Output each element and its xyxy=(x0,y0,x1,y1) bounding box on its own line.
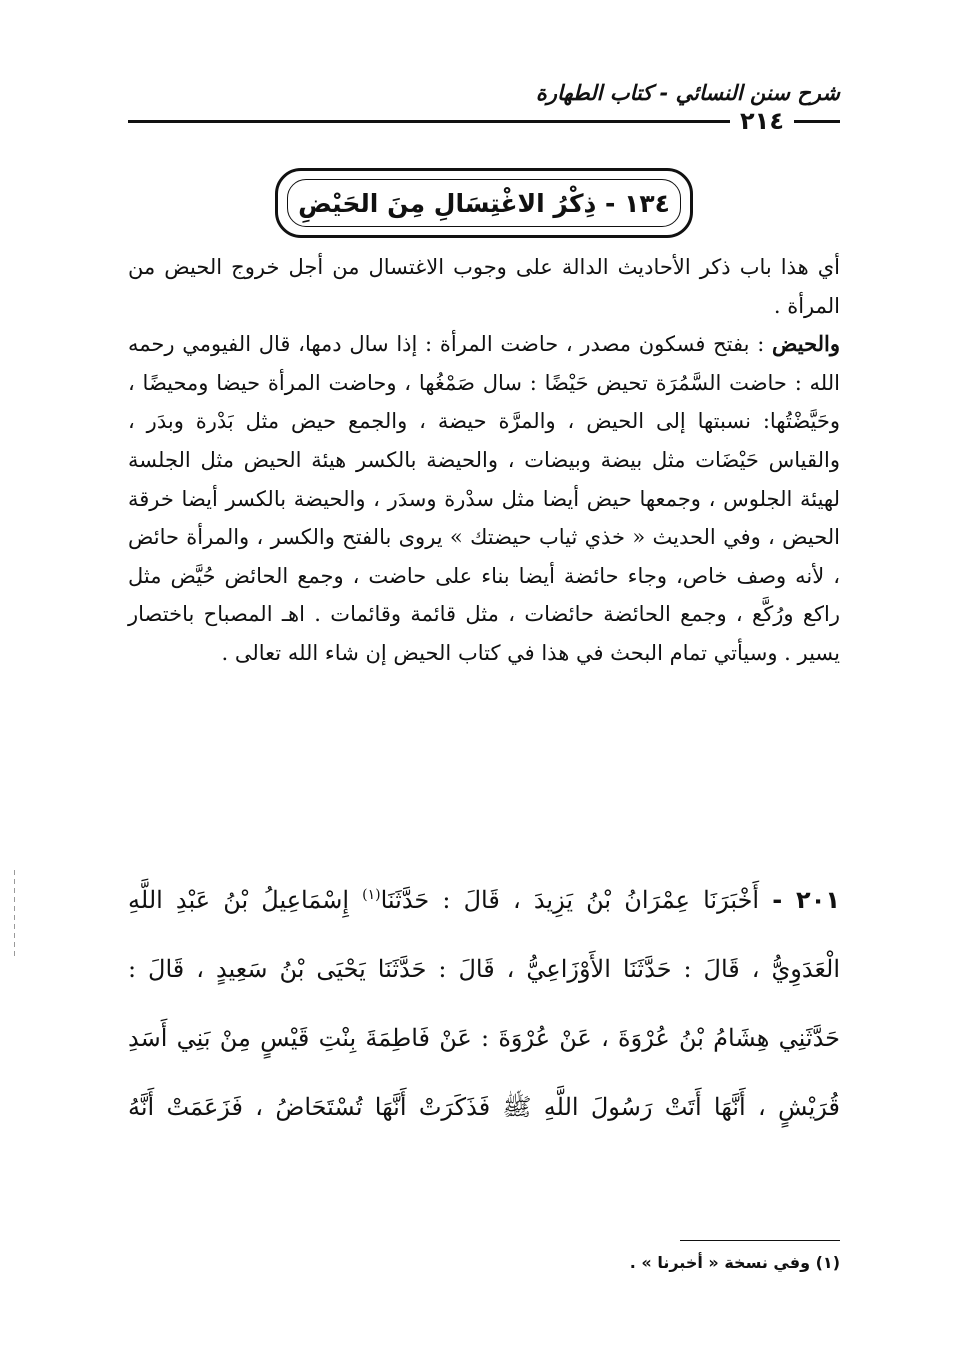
running-header: شرح سنن النسائي - كتاب الطهارة xyxy=(535,81,840,105)
hadith-text-part-1: أَخْبَرَنَا عِمْرَانُ بْنُ يَزِيدَ ، قَالَ : حَدَّثَنَا xyxy=(380,886,773,914)
definition-text: : بفتح فسكون مصدر ، حاضت المرأة : إذا سال دمها، قال الفيومي رحمه الله : حاضت السَّمُرَة تحيض حَيْضًا : سال صَمْغُها ، وحاضت المرأة حيضا ومحيضًا ، وحَيَّضْتُها: نسبتها إلى الحيض ، والمرَّة حيضة ، والجمع حيض مثل بَدْرة وبدَر ، والقياس حَيْضَات مثل بيضة وبيضات ، والحيضة بالكسر هيئة الحيض مثل الجلسة لهيئة الجلوس ، وجمعها حيض أيضا مثل سدْرة وسدَر ، والحيضة بالكسر أيضا خرقة الحيض ، وفي الحديث « خذي ثياب حيضتك » يروى بالفتح والكسر ، والمرأة حائض ، لأنه وصف خاص، وجاء حائضة أيضا بناء على حاضت ، وجمع الحائض حُيَّض مثل راكع ورُكَّع ، وجمع الحائضة حائضات ، مثل قائمة وقائمات . اهـ المصباح باختصار يسير . وسيأتي تمام البحث في هذا في كتاب الحيض إن شاء الله تعالى . xyxy=(128,332,840,665)
page-number: ٢١٤ xyxy=(740,107,784,135)
commentary-intro: أي هذا باب ذكر الأحاديث الدالة على وجوب الاغتسال من أجل خروج الحيض من المرأة . xyxy=(128,255,840,318)
chapter-title: ١٣٤ - ذِكْرُ الاغْتِسَالِ مِنَ الحَيْضِ xyxy=(298,188,670,218)
chapter-heading-frame xyxy=(275,168,693,238)
header-rule-right xyxy=(794,120,840,123)
hadith-number: ٢٠١ - xyxy=(772,886,840,914)
folio-row xyxy=(128,104,840,138)
defined-term: والحيض xyxy=(772,331,840,357)
hadith-text xyxy=(128,866,840,1142)
commentary xyxy=(128,248,840,673)
footnote-rule xyxy=(680,1240,840,1241)
margin-mark xyxy=(14,870,15,956)
hadith-text-part-2: إِسْمَاعِيلُ بْنُ عَبْدِ اللَّهِ الْعَدَوِيُّ ، قَالَ : حَدَّثَنَا الأَوْزَاعِيُّ ، قَالَ : حَدَّثَنَا يَحْيَى بْنُ سَعِيدٍ ، قَالَ : حَدَّثَنِي هِشَامُ بْنُ عُرْوَةَ ، عَنْ عُرْوَةَ : عَنْ فَاطِمَةَ بِنْتِ قَيْسٍ مِنْ بَنِي أَسَدِ قُرَيْشٍ ، أَنَّهَا أَتَتْ رَسُولَ اللَّهِ ﷺ فَذَكَرَتْ أَنَّهَا تُسْتَحَاضُ ، فَزَعَمَتْ أَنَّهُ xyxy=(128,886,840,1121)
footnote: (١) وفي نسخة « أخبرنا » . xyxy=(629,1253,840,1272)
chapter-heading-inner-frame xyxy=(287,179,681,227)
commentary-definition-paragraph xyxy=(128,325,840,672)
header-rule-left xyxy=(128,120,730,123)
footnote-reference: (١) xyxy=(362,887,381,903)
